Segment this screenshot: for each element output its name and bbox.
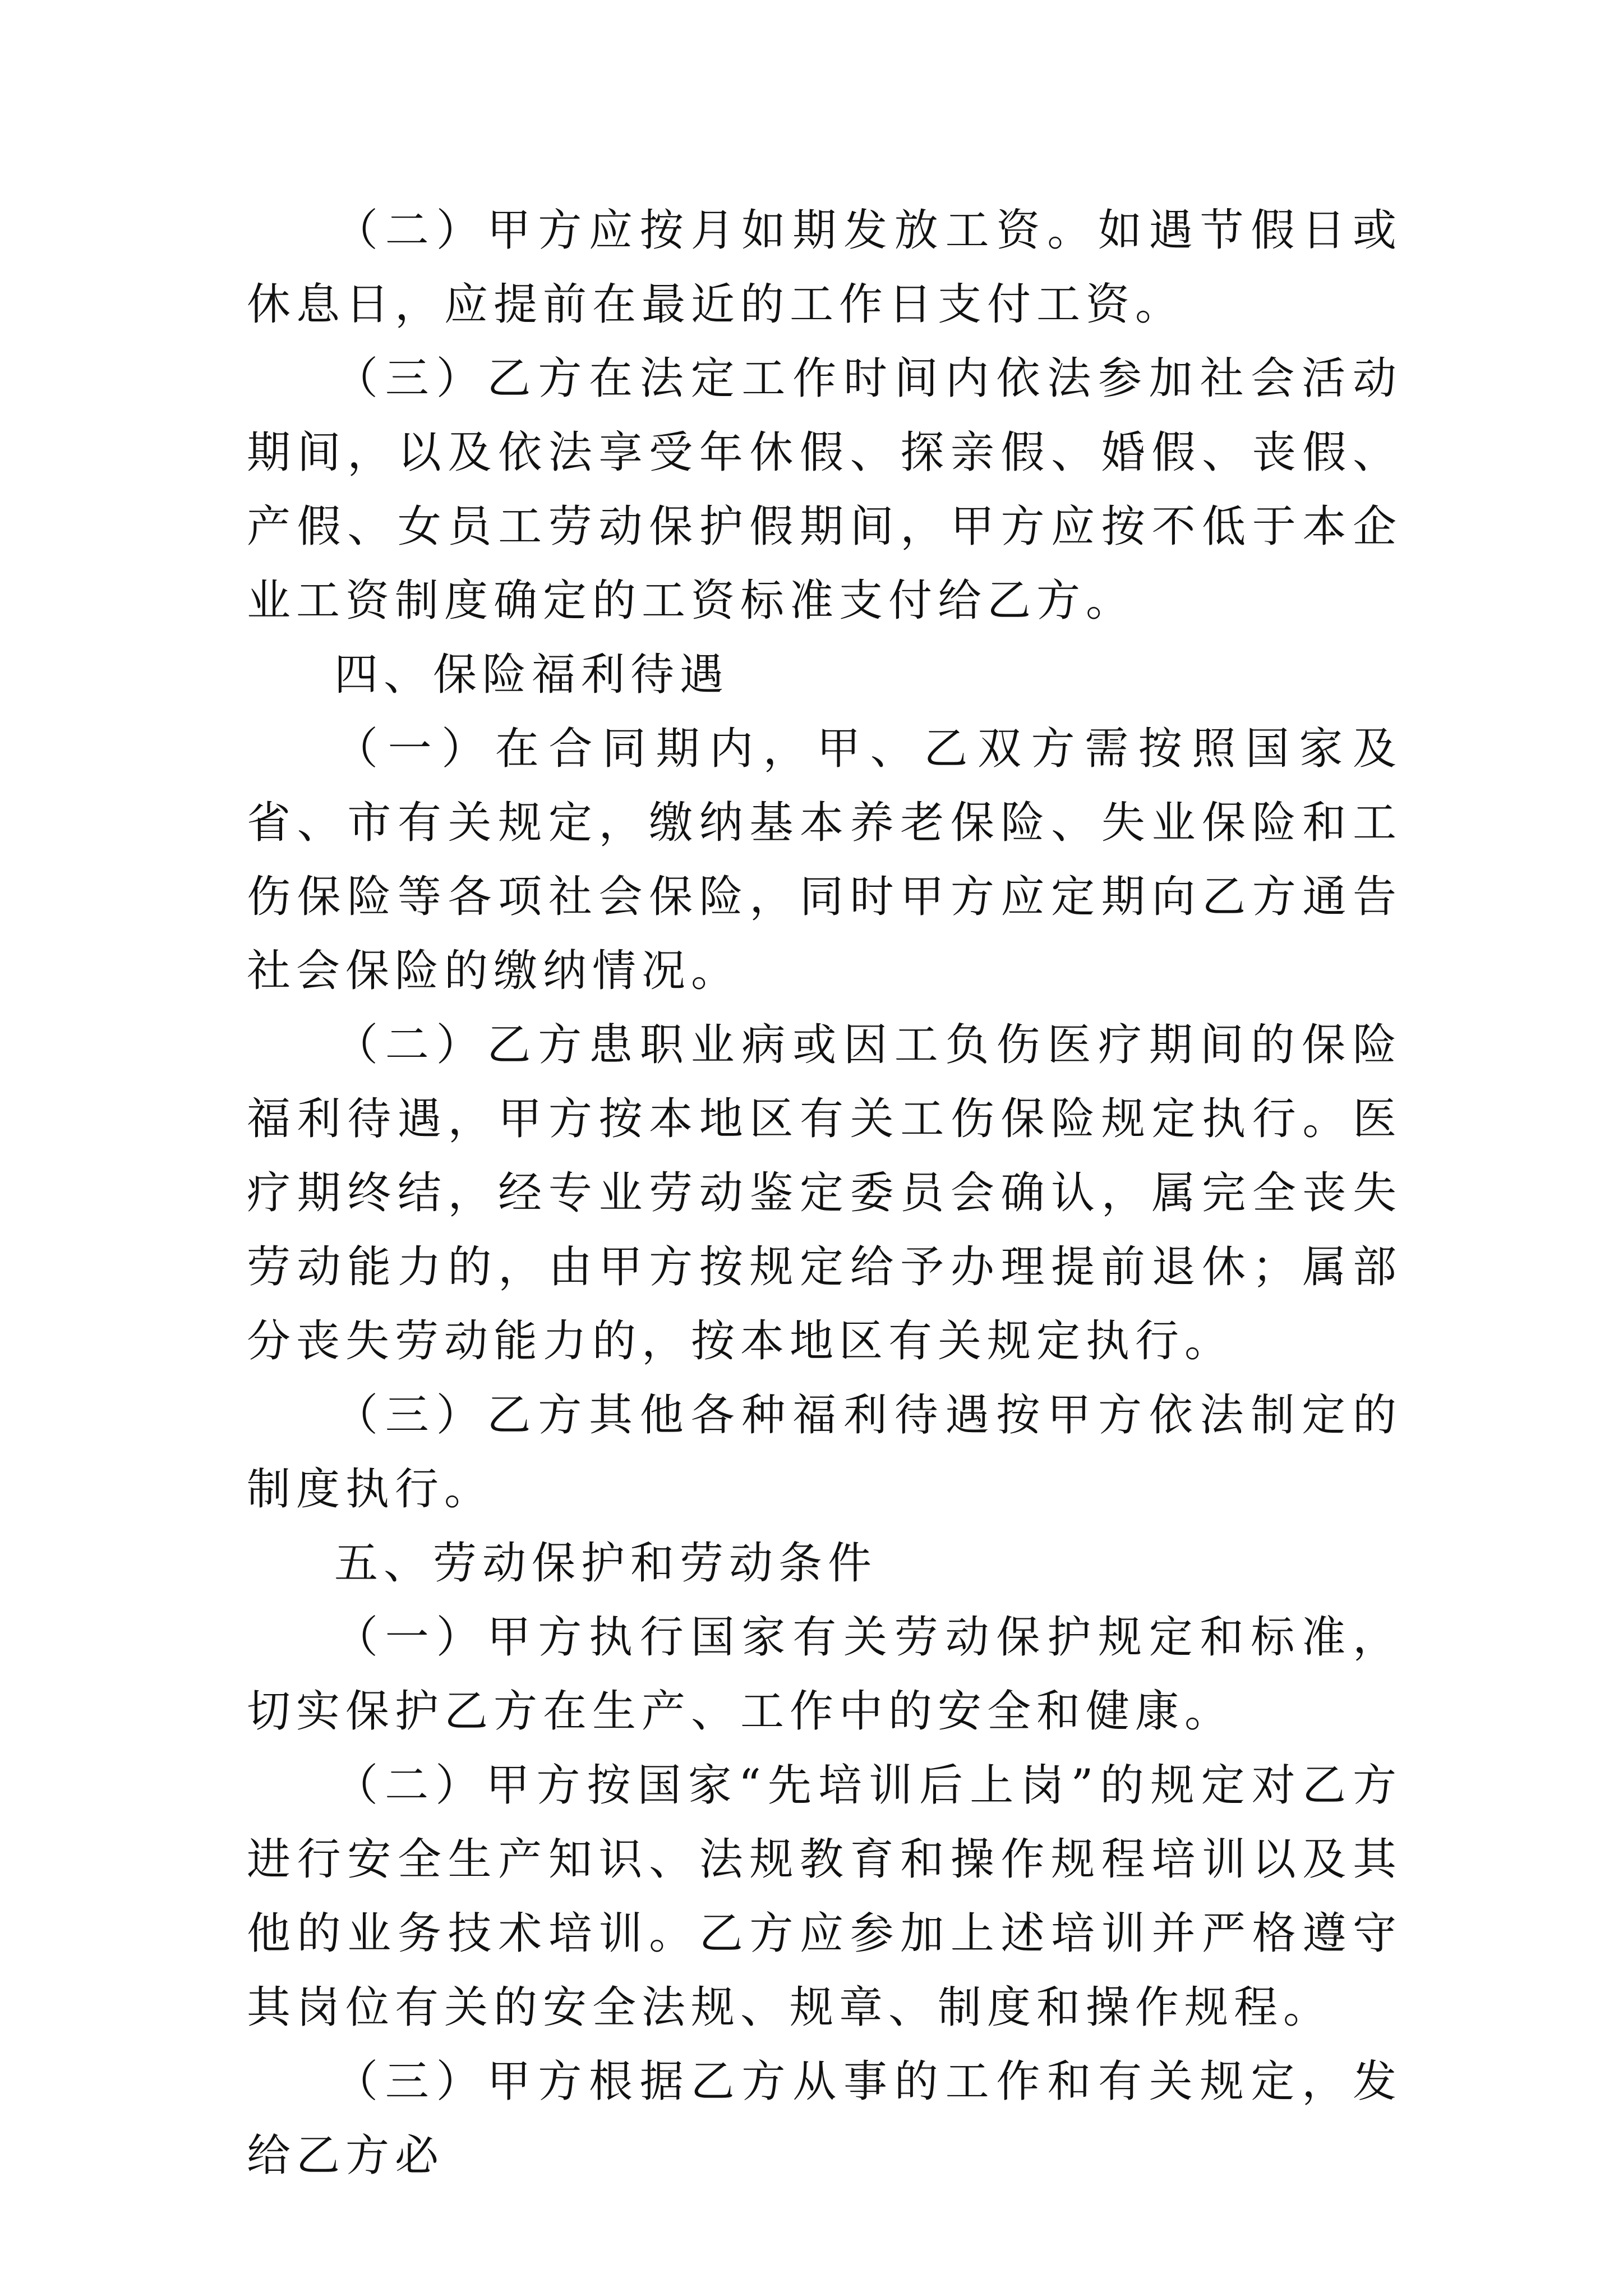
paragraph-social-insurance: （一）在合同期内，甲、乙双方需按照国家及省、市有关规定，缴纳基本养老保险、失业保险和工伤保险等各项社会保险，同时甲方应定期向乙方通告社会保险的缴纳情况。 xyxy=(247,724,1402,996)
paragraph-leave-wages: （三）乙方在法定工作时间内依法参加社会活动期间，以及依法享受年休假、探亲假、婚假、丧假、产假、女员工劳动保护假期间，甲方应按不低于本企业工资制度确定的工资标准支付给乙方。 xyxy=(247,353,1402,626)
paragraph-protective-equipment: （三）甲方根据乙方从事的工作和有关规定，发给乙方必 xyxy=(247,2056,1402,2181)
paragraph-wage-payment: （二）甲方应按月如期发放工资。如遇节假日或休息日，应提前在最近的工作日支付工资。 xyxy=(247,205,1402,330)
paragraph-injury-benefits: （二）乙方患职业病或因工负伤医疗期间的保险福利待遇，甲方按本地区有关工伤保险规定执行。医疗期终结，经专业劳动鉴定委员会确认，属完全丧失劳动能力的，由甲方按规定给予办理提前退休；属部分丧失劳动能力的，按本地区有关规定执行。 xyxy=(247,1020,1402,1366)
paragraph-other-benefits: （三）乙方其他各种福利待遇按甲方依法制定的制度执行。 xyxy=(247,1390,1402,1515)
section-heading-insurance: 四、保险福利待遇 xyxy=(334,650,730,700)
paragraph-safety-health: （一）甲方执行国家有关劳动保护规定和标准，切实保护乙方在生产、工作中的安全和健康。 xyxy=(247,1612,1402,1737)
document-body xyxy=(247,194,1402,2193)
section-heading-labor-protection: 五、劳动保护和劳动条件 xyxy=(334,1538,878,1589)
paragraph-training: （二）甲方按国家“先培训后上岗”的规定对乙方进行安全生产知识、法规教育和操作规程培训以及其他的业务技术培训。乙方应参加上述培训并严格遵守其岗位有关的安全法规、规章、制度和操作规程。 xyxy=(247,1760,1402,2033)
